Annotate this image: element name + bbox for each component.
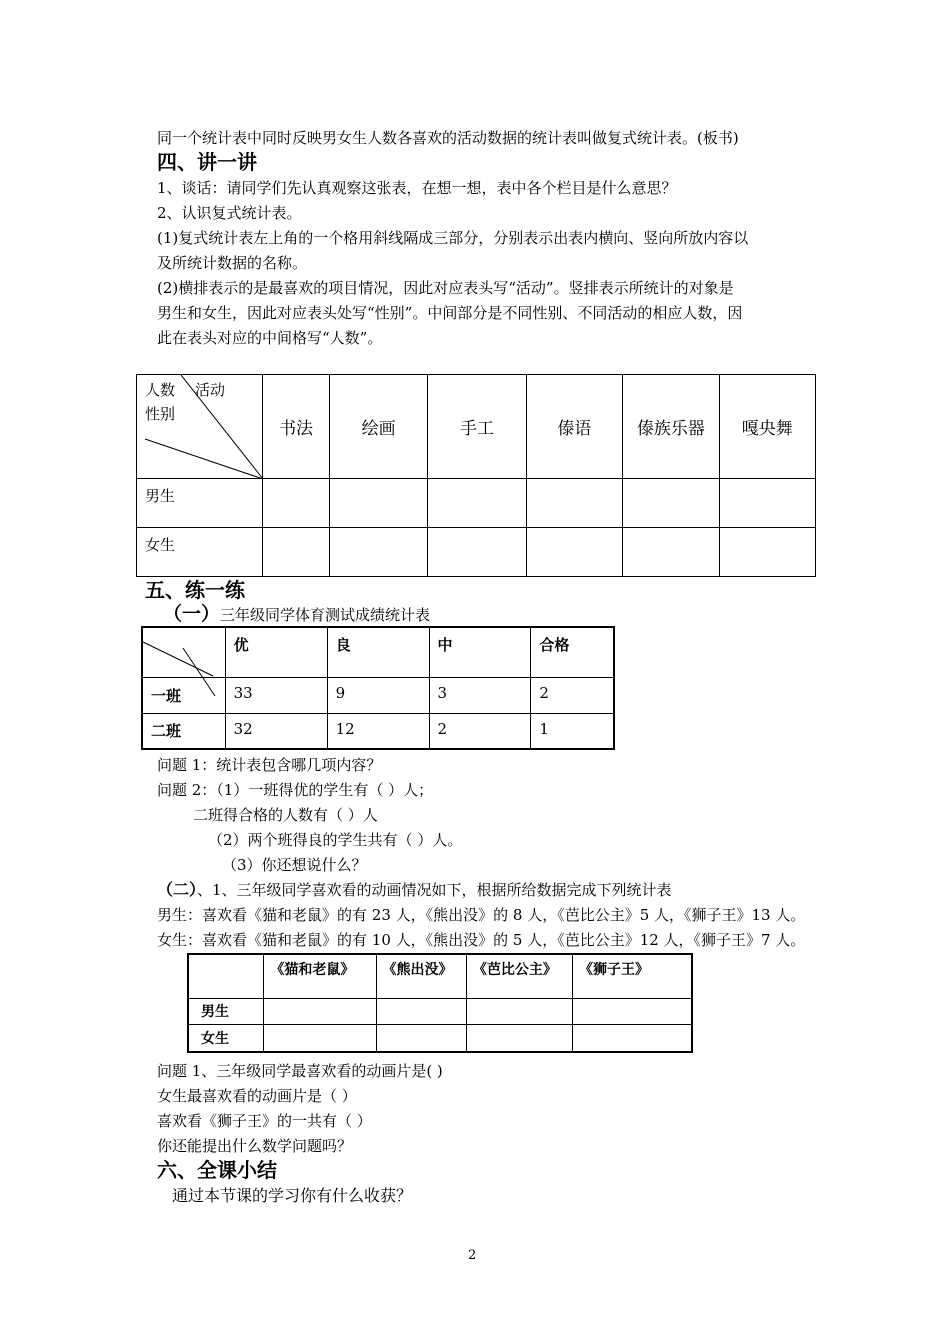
sub2-text: 、1、三年级同学喜欢看的动画情况如下，根据所给数据完成下列统计表 bbox=[197, 881, 672, 899]
girls-data-line: 女生：喜欢看《猫和老鼠》的有 10 人，《熊出没》的 5 人，《芭比公主》12 人，《狮子王》7 人。 bbox=[157, 931, 806, 949]
table1-cell[interactable] bbox=[428, 528, 526, 577]
table2-cell: 2 bbox=[531, 677, 614, 713]
section6-line1: 通过本节课的学习你有什么收获？ bbox=[172, 1186, 413, 1205]
table2-col-header: 优 bbox=[225, 627, 327, 677]
table1-cell[interactable] bbox=[719, 479, 815, 528]
table1-cell[interactable] bbox=[329, 528, 427, 577]
table3-col-header: 《芭比公主》 bbox=[466, 954, 572, 998]
table3-cell[interactable] bbox=[264, 1024, 376, 1052]
table3-row-header: 男生 bbox=[188, 998, 264, 1024]
table1-row-header: 女生 bbox=[137, 528, 263, 577]
table3-cell[interactable] bbox=[264, 998, 376, 1024]
table1-col-header: 嘎央舞 bbox=[719, 375, 815, 479]
table2-cell: 1 bbox=[531, 713, 614, 749]
section4-line4a: (2)横排表示的是最喜欢的项目情况，因此对应表头写“活动”。竖排表示所统计的对象是 bbox=[157, 279, 734, 297]
table1-row-header: 男生 bbox=[137, 479, 263, 528]
section4-line3b: 及所统计数据的名称。 bbox=[157, 254, 308, 272]
table1-corner-cell bbox=[137, 375, 263, 479]
table1-cell[interactable] bbox=[526, 528, 622, 577]
table2-cell: 33 bbox=[225, 677, 327, 713]
question1: 问题 1：统计表包含哪几项内容？ bbox=[157, 756, 382, 774]
table1-corner-count: 人数 bbox=[145, 381, 176, 399]
table1-col-header: 傣语 bbox=[526, 375, 622, 479]
table1-col-header: 绘画 bbox=[329, 375, 427, 479]
table1-col-header: 书法 bbox=[263, 375, 330, 479]
sub2-line bbox=[157, 880, 672, 900]
section4-line4c: 此在表头对应的中间格写“人数”。 bbox=[157, 329, 383, 347]
question3-part1: 问题 1、三年级同学最喜欢看的动画片是( ) bbox=[157, 1062, 443, 1080]
section4-heading: 四、讲一讲 bbox=[157, 150, 257, 174]
table2-diagonal-lines bbox=[143, 628, 229, 716]
table1-corner-activity: 活动 bbox=[195, 381, 226, 399]
section4-line4b: 男生和女生，因此对应表头处写“性别”。中间部分是不同性别、不同活动的相应人数，因 bbox=[157, 304, 743, 322]
table1-cell[interactable] bbox=[719, 528, 815, 577]
page-number: 2 bbox=[468, 1248, 477, 1263]
table3-row-header: 女生 bbox=[188, 1024, 264, 1052]
question2-part3: （2）两个班得良的学生共有（ ）人。 bbox=[208, 831, 463, 849]
table1-cell[interactable] bbox=[623, 479, 719, 528]
table2-col-header: 中 bbox=[429, 627, 531, 677]
table2-row-header: 二班 bbox=[142, 713, 225, 749]
section4-line1: 1、谈话：请同学们先认真观察这张表，在想一想，表中各个栏目是什么意思？ bbox=[157, 179, 677, 197]
table2-col-header: 良 bbox=[327, 627, 429, 677]
table2-cell: 2 bbox=[429, 713, 531, 749]
table1-cell[interactable] bbox=[263, 479, 330, 528]
table3-cell[interactable] bbox=[376, 998, 466, 1024]
table3-cell[interactable] bbox=[376, 1024, 466, 1052]
table1-col-header: 手工 bbox=[428, 375, 526, 479]
boys-data-line: 男生：喜欢看《猫和老鼠》的有 23 人，《熊出没》的 8 人，《芭比公主》5 人，《狮子王》13 人。 bbox=[157, 906, 806, 924]
question2-part4: （3）你还想说什么？ bbox=[222, 856, 367, 874]
table3-cell[interactable] bbox=[466, 998, 572, 1024]
question3-part4: 你还能提出什么数学问题吗？ bbox=[157, 1137, 353, 1155]
table1-cell[interactable] bbox=[526, 479, 622, 528]
question3-part3: 喜欢看《狮子王》的一共有（ ） bbox=[157, 1112, 372, 1130]
table1-cell[interactable] bbox=[623, 528, 719, 577]
cartoon-table bbox=[187, 953, 693, 1053]
table3-col-header: 《狮子王》 bbox=[572, 954, 692, 998]
intro-line: 同一个统计表中同时反映男女生人数各喜欢的活动数据的统计表叫做复式统计表。(板书) bbox=[157, 129, 739, 147]
table2-cell: 3 bbox=[429, 677, 531, 713]
section5-heading: 五、练一练 bbox=[145, 578, 245, 602]
question3-part2: 女生最喜欢看的动画片是（ ） bbox=[157, 1087, 357, 1105]
table2-row-header: 一班 bbox=[142, 677, 225, 713]
table3-cell[interactable] bbox=[466, 1024, 572, 1052]
table2-cell: 12 bbox=[327, 713, 429, 749]
section4-line3a: (1)复式统计表左上角的一个格用斜线隔成三部分，分别表示出表内横向、竖向所放内容以 bbox=[157, 229, 749, 247]
sub1-label: （一） bbox=[163, 603, 221, 625]
activity-table bbox=[136, 374, 816, 577]
sub1-title-line bbox=[163, 604, 430, 625]
table2-col-header: 合格 bbox=[531, 627, 614, 677]
table3-col-header: 《熊出没》 bbox=[376, 954, 466, 998]
table1-cell[interactable] bbox=[428, 479, 526, 528]
table1-cell[interactable] bbox=[329, 479, 427, 528]
table3-corner-cell bbox=[188, 954, 264, 998]
table1-corner-gender: 性别 bbox=[145, 405, 176, 423]
table3-cell[interactable] bbox=[572, 1024, 692, 1052]
table2-corner-cell bbox=[142, 627, 225, 677]
sub1-title: 三年级同学体育测试成绩统计表 bbox=[220, 606, 431, 624]
table3-col-header: 《猫和老鼠》 bbox=[264, 954, 376, 998]
table1-cell[interactable] bbox=[263, 528, 330, 577]
table3-cell[interactable] bbox=[572, 998, 692, 1024]
sub2-label: （二） bbox=[157, 880, 198, 899]
section6-heading: 六、全课小结 bbox=[157, 1158, 277, 1182]
section4-line2: 2、认识复式统计表。 bbox=[157, 204, 302, 222]
table1-col-header: 傣族乐器 bbox=[623, 375, 719, 479]
pe-score-table bbox=[141, 626, 615, 750]
table2-cell: 9 bbox=[327, 677, 429, 713]
question2-part1: 问题 2：（1）一班得优的学生有（ ）人； bbox=[157, 781, 434, 799]
question2-part2: 二班得合格的人数有（ ）人 bbox=[193, 806, 378, 824]
table2-cell: 32 bbox=[225, 713, 327, 749]
